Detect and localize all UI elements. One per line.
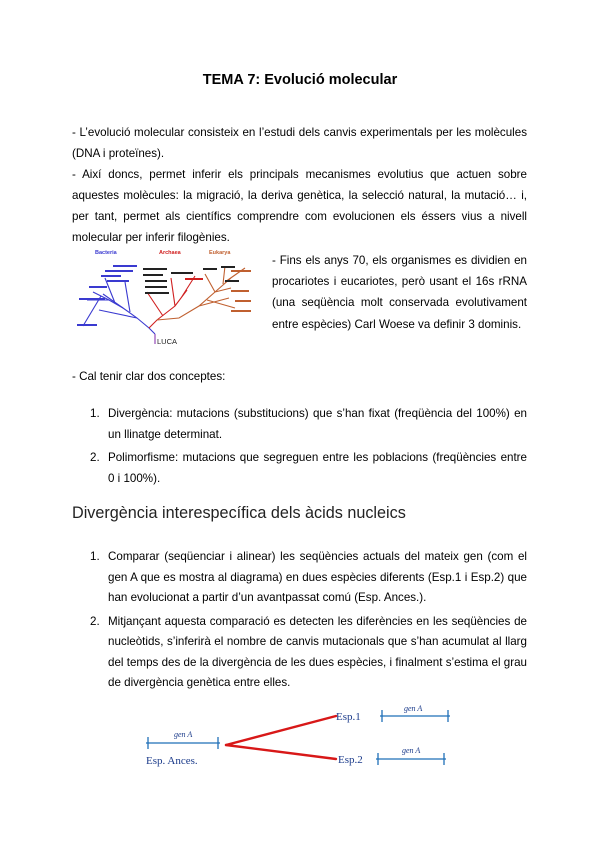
list-number: 1. (90, 550, 100, 563)
list-text: Comparar (seqüenciar i alinear) les seqüències actuals del mateix gen (com el gen A que es mostra al diagrama) en dues espècies diferents (Esp.1 i Esp.2) que han evolucionat a partir d’un avantpassat comú (Esp. Ances.). (108, 550, 527, 604)
gene-label-ancestor: gen A (174, 730, 193, 739)
domain-label-archaea: Archaea (159, 250, 181, 256)
concepts-lead: - Cal tenir clar dos conceptes: (72, 370, 226, 383)
branch-species1 (226, 716, 336, 745)
luca-label: LUCA (157, 337, 178, 346)
concepts-list (90, 404, 527, 492)
species2-label: Esp.2 (338, 754, 363, 766)
divergence-diagram (140, 700, 460, 770)
species1-label: Esp.1 (336, 711, 361, 723)
list-item (90, 404, 527, 445)
list-number: 1. (90, 407, 100, 420)
list-number: 2. (90, 451, 100, 464)
list-text: Mitjançant aquesta comparació es detecten les diferències en les seqüències de nucleòtids, s’inferirà el nombre de canvis mutacionals que s’han acumulat al llarg del temps des de la divergència de les dues espècies, i finalment s’estima el grau de divergència genètica entre elles. (108, 614, 527, 689)
list-item (90, 612, 527, 694)
branch-species2 (226, 745, 336, 759)
list-text: Polimorfisme: mutacions que segreguen entre les poblacions (freqüències entre 0 i 100%). (108, 451, 527, 485)
domain-label-bacteria: Bacteria (95, 250, 117, 256)
page-title: TEMA 7: Evolució molecular (202, 72, 398, 88)
gene-label-species2: gen A (402, 746, 421, 755)
section-heading: Divergència interespecífica dels àcids nucleics (72, 504, 406, 522)
list-item (90, 448, 527, 489)
intro-paragraph-1: - L’evolució molecular consisteix en l’estudi dels canvis experimentals per les molècules (DNA i proteïnes). (72, 126, 527, 160)
gene-label-species1: gen A (404, 704, 423, 713)
list-item (90, 547, 527, 609)
side-paragraph: - Fins els anys 70, els organismes es dividien en procariotes i eucariotes, però usant el 16s rRNA (una seqüència molt conservada evolutivament entre espècies) Carl Woese va definir 3 dominis. (272, 254, 527, 331)
domain-label-eukarya: Eukarya (209, 250, 231, 256)
tree-of-life-figure (75, 248, 265, 348)
intro-paragraph-2: - Així doncs, permet inferir els principals mecanismes evolutius que actuen sobre aquestes molècules: la migració, la deriva genètica, la selecció natural, la mutació… i, per tant, permet als científics comprendre com evolucionen els éssers vius a nivell molecular per inferir filogènies. (72, 168, 527, 244)
steps-list (90, 547, 527, 697)
tree-leaf-labels (77, 265, 251, 326)
list-number: 2. (90, 614, 100, 628)
list-text: Divergència: mutacions (substitucions) que s’han fixat (freqüència del 100%) en un llinatge determinat. (108, 407, 527, 441)
ancestor-label: Esp. Ances. (146, 755, 198, 767)
tree-branches (83, 266, 245, 344)
